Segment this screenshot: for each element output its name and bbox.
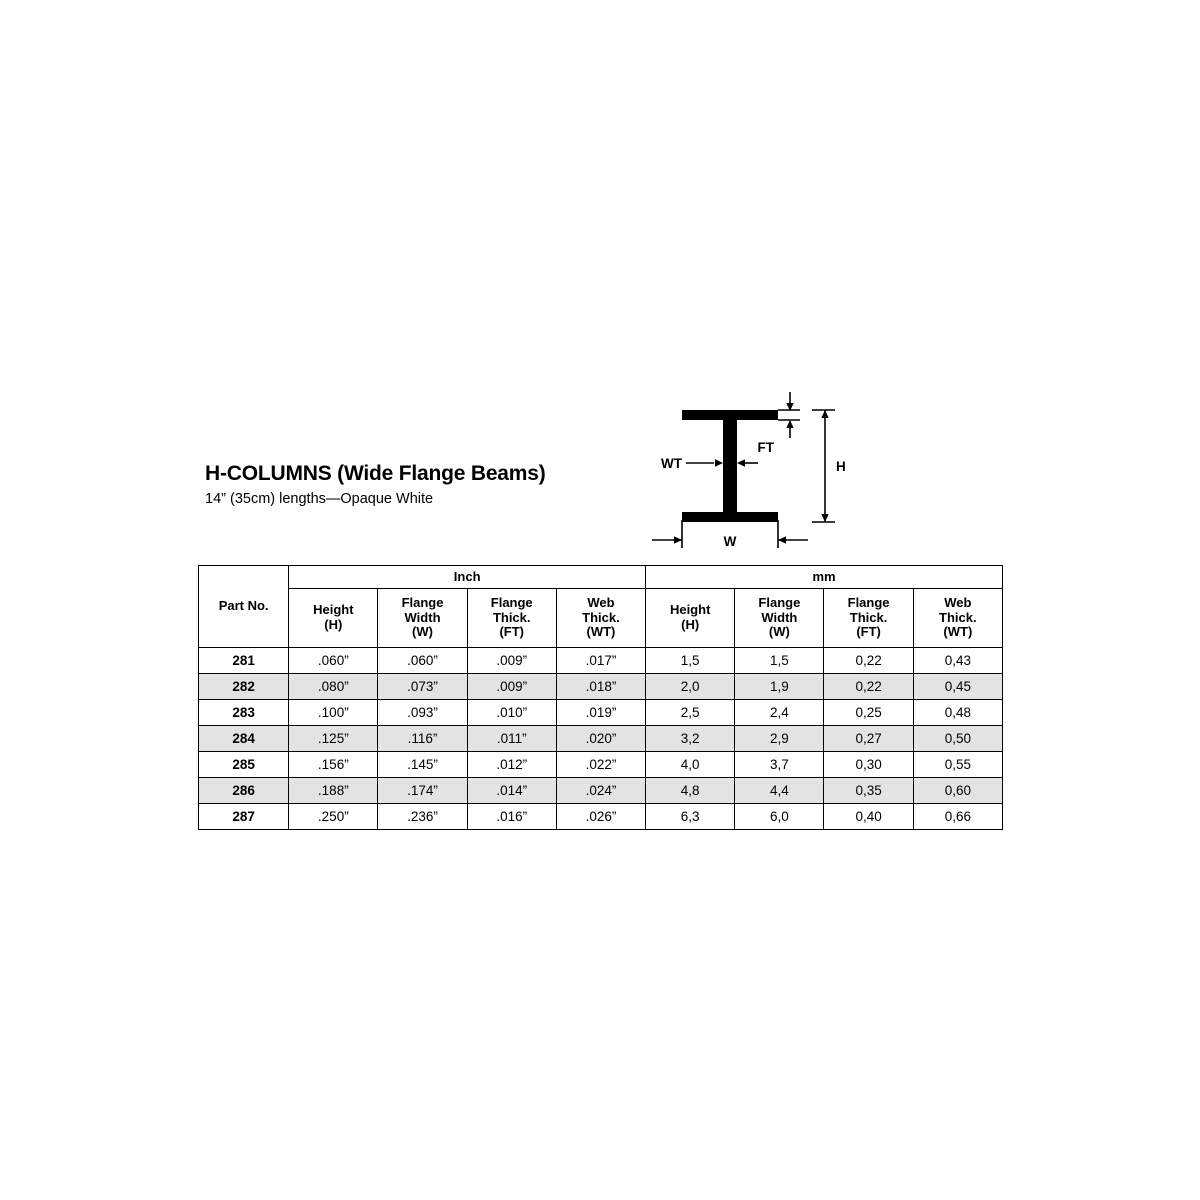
column-header-mm-flange-thick [824,589,913,648]
h-arrow-bottom [821,514,828,522]
cell-inch-flange-width: .073” [378,674,467,700]
cell-part-no: 285 [199,752,289,778]
cell-inch-flange-thick: .010” [467,700,556,726]
header-line-2: Thick. [849,609,888,625]
cell-inch-flange-width: .236” [378,804,467,830]
cell-part-no: 287 [199,804,289,830]
cell-inch-flange-width: .174” [378,778,467,804]
cell-inch-flange-width: .116” [378,726,467,752]
header-line-3: (W) [412,624,433,640]
cell-mm-height: 2,5 [646,700,735,726]
cell-mm-flange-thick: 0,22 [824,648,913,674]
header-line-3: (WT) [586,624,616,640]
wt-arrow-right [715,459,723,466]
cell-mm-height: 4,0 [646,752,735,778]
cell-mm-flange-width: 3,7 [735,752,824,778]
column-header-inch-web-thick [556,589,645,648]
header-line-1: Flange [490,595,533,611]
cell-mm-flange-width: 1,5 [735,648,824,674]
header-line-1: Flange [401,595,444,611]
header-line-1: Flange [758,595,801,611]
cell-inch-height: .125” [289,726,378,752]
cell-mm-height: 6,3 [646,804,735,830]
column-group-mm: mm [646,566,1003,589]
wt-label: WT [661,456,682,471]
cell-inch-flange-thick: .014” [467,778,556,804]
page-subtitle: 14” (35cm) lengths—Opaque White [205,491,434,508]
table-body [199,648,1003,830]
wt-arrow-left [737,459,745,466]
cell-mm-web-thick: 0,66 [913,804,1002,830]
column-header-mm-flange-width [735,589,824,648]
header-line-1: Web [587,595,615,611]
cell-mm-flange-width: 2,9 [735,726,824,752]
header-line-3: (FT) [856,624,881,640]
cell-inch-height: .080” [289,674,378,700]
cell-mm-height: 2,0 [646,674,735,700]
header-line-1: Height [313,602,354,618]
cell-mm-flange-width: 2,4 [735,700,824,726]
w-arrow-right [674,536,682,543]
cell-mm-web-thick: 0,43 [913,648,1002,674]
table-row [199,674,1003,700]
cell-part-no: 284 [199,726,289,752]
cell-mm-flange-width: 1,9 [735,674,824,700]
header-line-1: Height [669,602,711,618]
cell-inch-web-thick: .018” [556,674,645,700]
specifications-table [198,565,1003,830]
cell-inch-flange-thick: .009” [467,674,556,700]
cell-mm-flange-thick: 0,40 [824,804,913,830]
table-row [199,778,1003,804]
cell-mm-flange-thick: 0,30 [824,752,913,778]
cell-inch-web-thick: .026” [556,804,645,830]
header-line-3: (FT) [499,624,524,640]
header-line-3: (W) [768,624,790,640]
column-header-inch-height [289,589,378,648]
table-column-header-row [199,589,1003,648]
h-arrow-top [821,410,828,418]
w-label: W [723,534,737,549]
cell-inch-height: .188” [289,778,378,804]
cell-inch-flange-thick: .012” [467,752,556,778]
table-row [199,726,1003,752]
header-line-2: Thick. [939,609,977,625]
cell-mm-flange-thick: 0,25 [824,700,913,726]
cell-part-no: 283 [199,700,289,726]
cell-inch-flange-width: .145” [378,752,467,778]
cell-inch-height: .250” [289,804,378,830]
cell-mm-height: 1,5 [646,648,735,674]
title-block [205,462,685,509]
cell-mm-flange-thick: 0,22 [824,674,913,700]
cell-inch-flange-width: .060” [378,648,467,674]
cell-inch-web-thick: .024” [556,778,645,804]
cell-inch-web-thick: .022” [556,752,645,778]
cell-inch-flange-thick: .011” [467,726,556,752]
cell-mm-height: 3,2 [646,726,735,752]
table-row [199,648,1003,674]
w-arrow-left [778,536,786,543]
ft-arrow-up [786,420,793,428]
table-row [199,700,1003,726]
cell-mm-height: 4,8 [646,778,735,804]
beam-shape [682,410,778,522]
column-header-mm-web-thick [913,589,1002,648]
cell-mm-web-thick: 0,50 [913,726,1002,752]
cell-part-no: 282 [199,674,289,700]
cell-mm-flange-thick: 0,35 [824,778,913,804]
header-line-1: Flange [847,595,890,611]
table-row [199,804,1003,830]
cell-inch-height: .156” [289,752,378,778]
header-line-1: Web [944,595,972,611]
header-line-2: Thick. [582,609,620,625]
table-unit-header-row [199,566,1003,589]
cell-inch-height: .060” [289,648,378,674]
column-header-inch-flange-width [378,589,467,648]
cell-mm-flange-thick: 0,27 [824,726,913,752]
ft-label: FT [757,440,774,455]
page-title: H-COLUMNS (Wide Flange Beams) [205,462,546,485]
column-header-mm-height [646,589,735,648]
cell-mm-flange-width: 4,4 [735,778,824,804]
header-line-3: (H) [681,617,700,632]
header-line-2: Thick. [492,609,531,625]
column-header-inch-flange-thick [467,589,556,648]
cell-mm-flange-width: 6,0 [735,804,824,830]
header-line-3: (WT) [943,624,973,640]
h-column-diagram [640,380,870,555]
table-row [199,752,1003,778]
cell-part-no: 281 [199,648,289,674]
cell-inch-web-thick: .017” [556,648,645,674]
cell-inch-flange-thick: .016” [467,804,556,830]
column-group-inch: Inch [289,566,646,589]
cell-inch-height: .100” [289,700,378,726]
header-line-2: Width [404,609,441,625]
cell-mm-web-thick: 0,55 [913,752,1002,778]
header-line-2: Width [761,609,798,625]
cell-mm-web-thick: 0,45 [913,674,1002,700]
h-dimension [812,410,835,522]
cell-inch-flange-width: .093” [378,700,467,726]
h-label: H [836,459,846,474]
cell-part-no: 286 [199,778,289,804]
cell-inch-flange-thick: .009” [467,648,556,674]
header-line-3: (H) [324,617,343,632]
cell-mm-web-thick: 0,48 [913,700,1002,726]
column-header-part-no: Part No. [199,566,289,648]
cell-inch-web-thick: .020” [556,726,645,752]
cell-inch-web-thick: .019” [556,700,645,726]
cell-mm-web-thick: 0,60 [913,778,1002,804]
